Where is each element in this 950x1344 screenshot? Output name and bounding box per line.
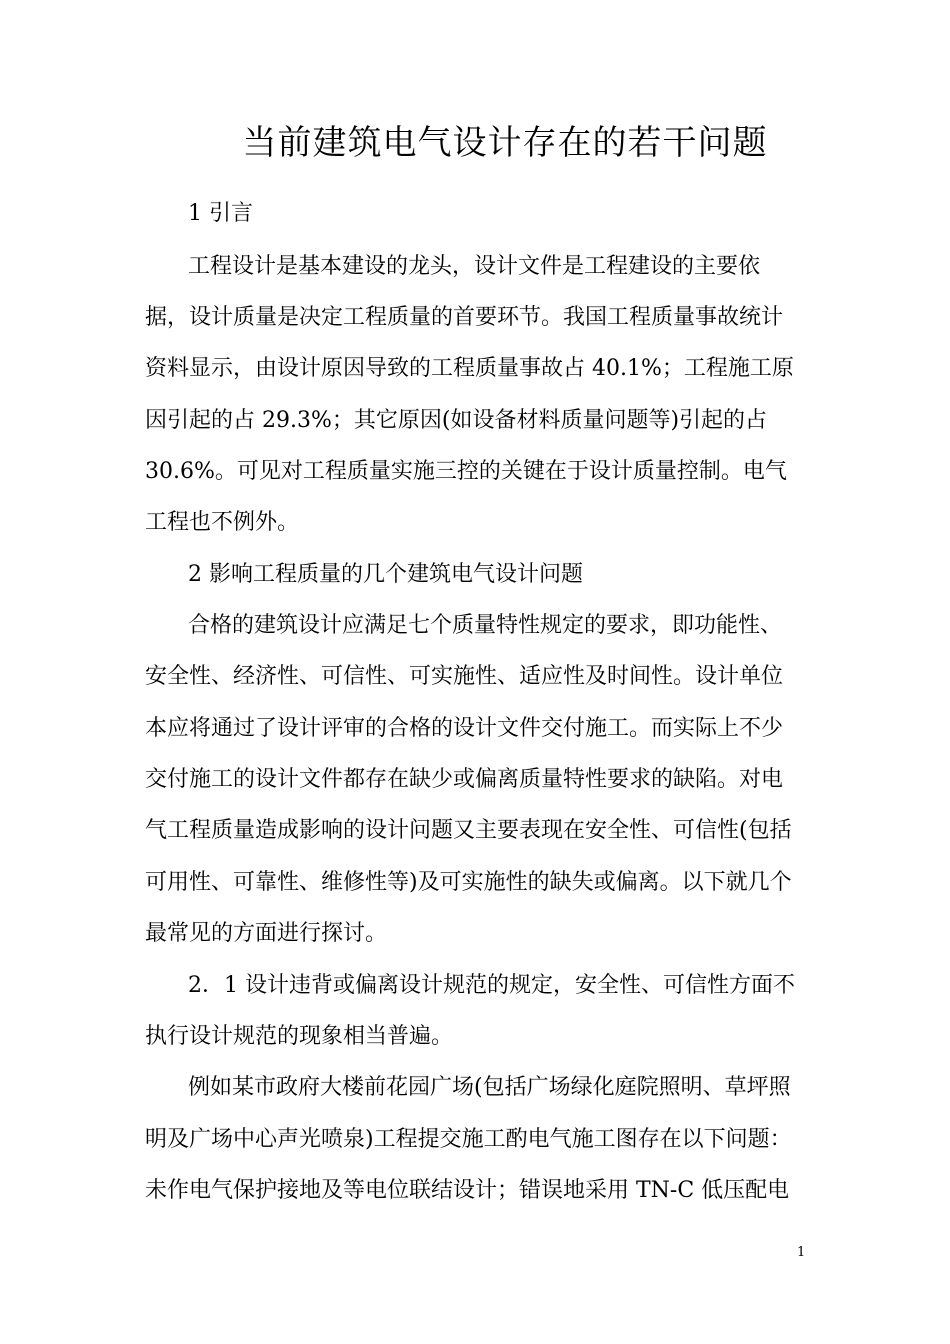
paragraph-line: 可用性、可靠性、维修性等)及可实施性的缺失或偏离。以下就几个 [145,870,792,895]
section-heading-introduction: 1 引言 [188,201,253,226]
paragraph-line: 30.6%。可见对工程质量实施三控的关键在于设计质量控制。电气 [145,459,787,484]
paragraph-line: 例如某市政府大楼前花园广场(包括广场绿化庭院照明、草坪照 [188,1075,791,1100]
paragraph-line: 据，设计质量是决定工程质量的首要环节。我国工程质量事故统计 [145,305,784,330]
page-number: 1 [797,1245,806,1260]
document-title: 当前建筑电气设计存在的若干问题 [242,123,768,163]
paragraph-line: 未作电气保护接地及等电位联结设计；错误地采用 TN-C 低压配电 [145,1178,790,1203]
paragraph-line: 工程也不例外。 [145,510,300,535]
paragraph-line: 合格的建筑设计应满足七个质量特性规定的要求，即功能性、 [188,613,783,638]
section-heading-design-issues: 2 影响工程质量的几个建筑电气设计问题 [188,562,583,587]
paragraph-line: 明及广场中心声光喷泉)工程提交施工酌电气施工图存在以下问题： [145,1127,792,1152]
paragraph-line: 本应将通过了设计评审的合格的设计文件交付施工。而实际上不少 [145,716,784,741]
paragraph-line: 安全性、经济性、可信性、可实施性、适应性及时间性。设计单位 [145,664,784,689]
paragraph-line: 因引起的占 29.3%；其它原因(如设备材料质量问题等)引起的占 [145,408,768,433]
subsection-heading-2-1: 2．1 设计违背或偏离设计规范的规定，安全性、可信性方面不 [188,973,795,998]
paragraph-line: 执行设计规范的现象相当普遍。 [145,1024,454,1049]
paragraph-line: 气工程质量造成影响的设计问题又主要表现在安全性、可信性(包括 [145,818,792,843]
paragraph-line: 交付施工的设计文件都存在缺少或偏离质量特性要求的缺陷。对电 [145,767,784,792]
paragraph-line: 最常见的方面进行探讨。 [145,921,388,946]
paragraph-line: 资料显示，由设计原因导致的工程质量事故占 40.1%；工程施工原 [145,356,794,381]
paragraph-line: 工程设计是基本建设的龙头，设计文件是工程建设的主要依 [188,254,761,279]
